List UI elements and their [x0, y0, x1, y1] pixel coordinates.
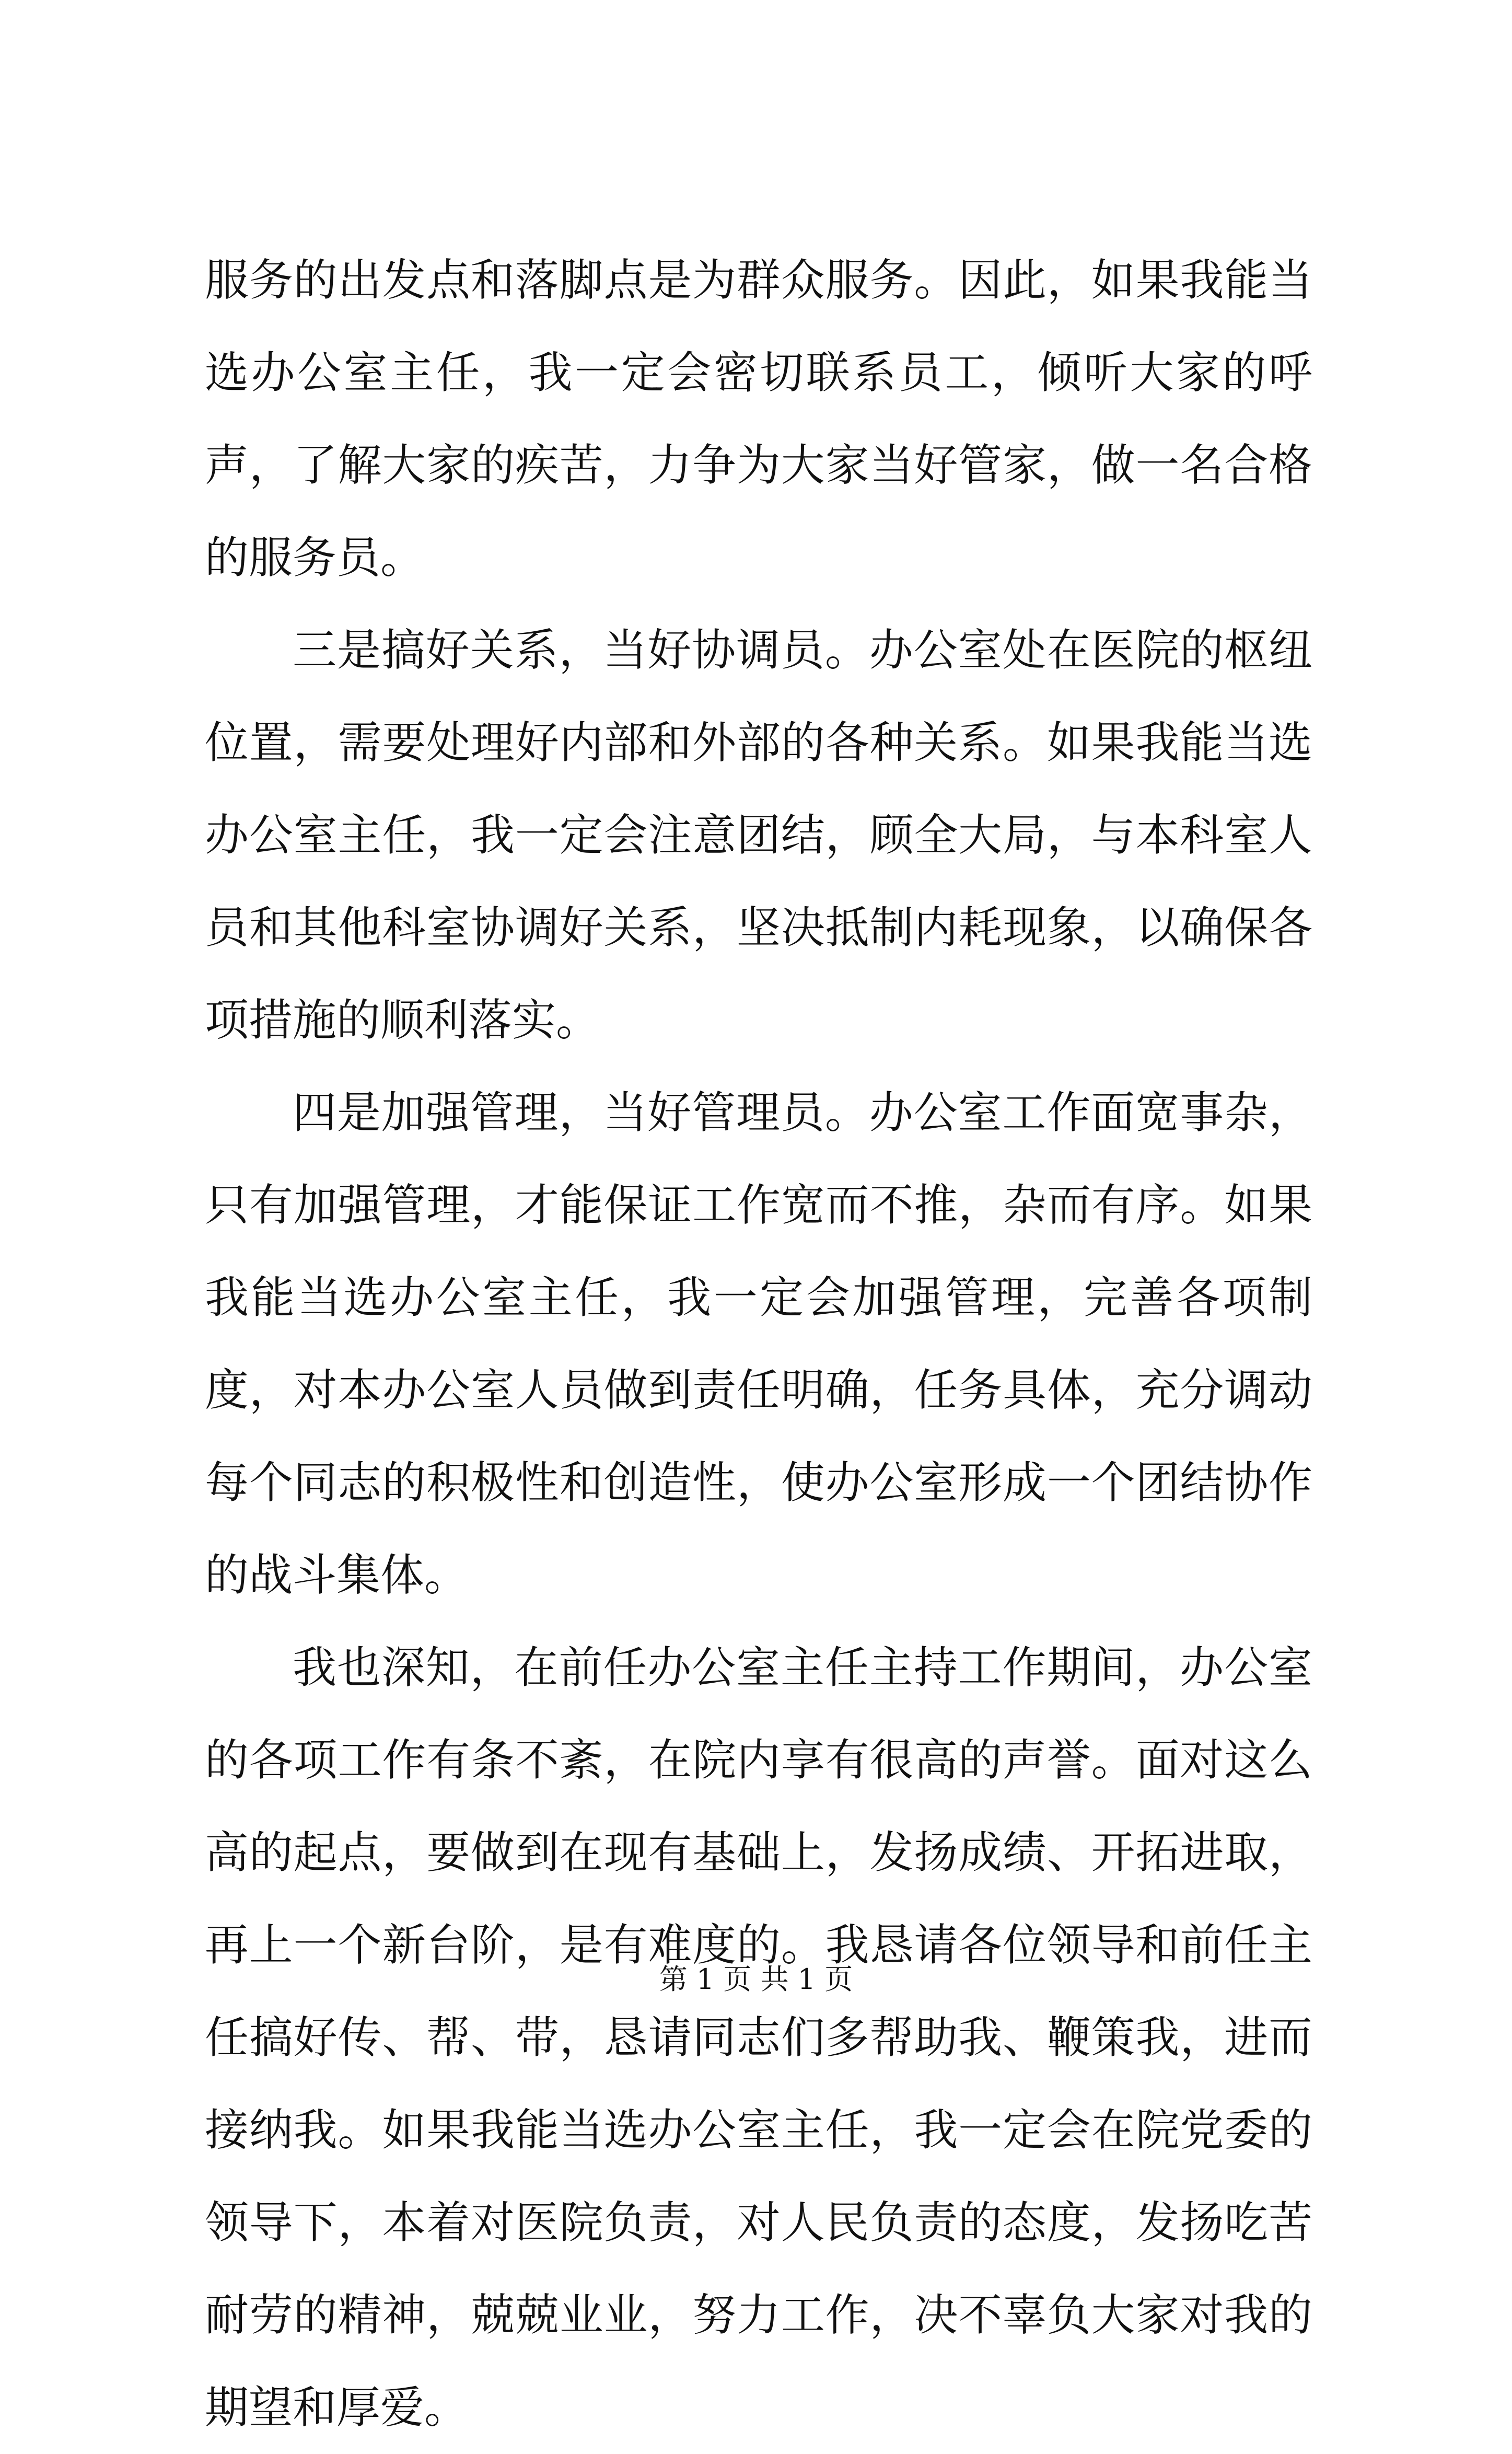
paragraph-continuation: 服务的出发点和落脚点是为群众服务。因此，如果我能当选办公室主任，我一定会密切联系员工，倾听大家的呼声，了解大家的疾苦，力争为大家当好管家，做一名合格的服务员。: [205, 254, 1312, 583]
page-footer: 第 1 页 共 1 页: [659, 1963, 853, 1996]
paragraph-closing: 我也深知，在前任办公室主任主持工作期间，办公室的各项工作有条不紊，在院内享有很高的声誉。面对这么高的起点，要做到在现有基础上，发扬成绩、开拓进取，再上一个新台阶，是有难度的。我恳请各位领导和前任主任搞好传、帮、带，恳请同志们多帮助我、鞭策我，进而接纳我。如果我能当选办公室主任，我一定会在院党委的领导下，本着对医院负责，对人民负责的态度，发扬吃苦耐劳的精神，兢兢业业，努力工作，决不辜负大家对我的期望和厚爱。: [205, 1642, 1312, 2433]
paragraph-management: 四是加强管理，当好管理员。办公室工作面宽事杂，只有加强管理，才能保证工作宽而不推，杂而有序。如果我能当选办公室主任，我一定会加强管理，完善各项制度，对本办公室人员做到责任明确，任务具体，充分调动每个同志的积极性和创造性，使办公室形成一个团结协作的战斗集体。: [205, 1087, 1312, 1601]
document-body: [205, 234, 1312, 2454]
paragraph-coordination: 三是搞好关系，当好协调员。办公室处在医院的枢纽位置，需要处理好内部和外部的各种关系。如果我能当选办公室主任，我一定会注意团结，顾全大局，与本科室人员和其他科室协调好关系，坚决抵制内耗现象，以确保各项措施的顺利落实。: [205, 624, 1312, 1046]
